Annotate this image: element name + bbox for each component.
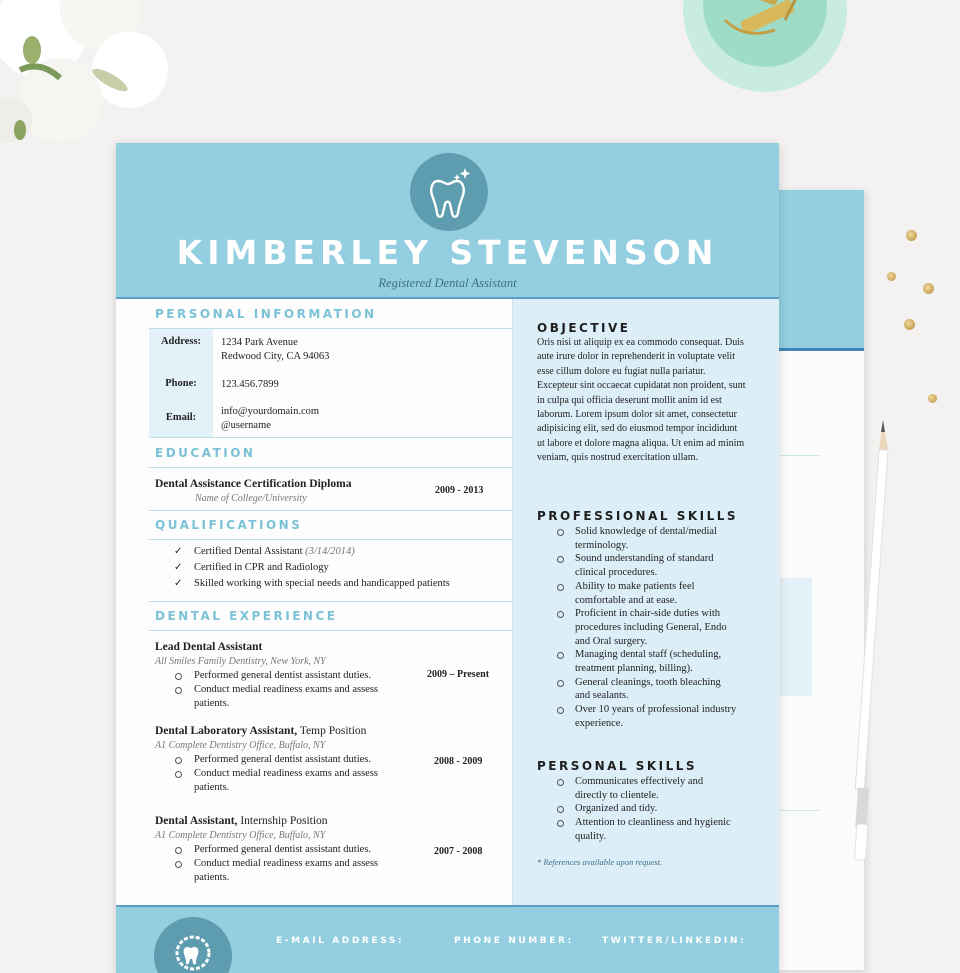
job-place: A1 Complete Dentistry Office, Buffalo, NY xyxy=(155,830,326,841)
personal-info-labels xyxy=(149,329,213,437)
list-item: Managing dental staff (scheduling, treatment planning, billing). xyxy=(537,648,737,675)
tooth-badge-icon xyxy=(154,917,232,973)
footer-social-label: TWITTER/LINKEDIN: xyxy=(602,936,747,946)
footer-phone-label: PHONE NUMBER: xyxy=(454,936,574,946)
list-item: Performed general dentist assistant duties. xyxy=(175,669,395,683)
circle-bullet-icon xyxy=(175,847,182,854)
job-duties xyxy=(175,753,395,795)
objective-heading: OBJECTIVE xyxy=(537,321,631,335)
job-years: 2008 - 2009 xyxy=(434,756,483,767)
list-item: Solid knowledge of dental/medial terminology. xyxy=(537,525,737,552)
tooth-sparkle-icon xyxy=(410,153,488,231)
circle-bullet-icon xyxy=(557,779,564,786)
circle-bullet-icon xyxy=(175,673,182,680)
email-value: info@yourdomain.com xyxy=(221,406,320,417)
logo-badge xyxy=(410,153,488,231)
job-place: A1 Complete Dentistry Office, Buffalo, NY xyxy=(155,740,326,751)
job-years: 2009 – Present xyxy=(427,669,490,680)
list-item: Proficient in chair-side duties with procedures including General, Endo and Oral surgery. xyxy=(537,607,737,648)
circle-bullet-icon xyxy=(557,806,564,813)
checkmark-icon: ✓ xyxy=(174,578,183,589)
circle-bullet-icon xyxy=(175,757,182,764)
list-item: ✓ Certified in CPR and Radiology xyxy=(174,560,450,576)
candidate-title: Registered Dental Assistant xyxy=(378,276,517,290)
pencil-decoration xyxy=(850,420,900,870)
professional-skills-list xyxy=(537,525,737,731)
references-note: * References available upon request. xyxy=(537,857,663,867)
list-item: Communicates effectively and directly to clientele. xyxy=(537,775,737,802)
education-years: 2009 - 2013 xyxy=(435,485,484,496)
circle-bullet-icon xyxy=(175,771,182,778)
list-item: Conduct medial readiness exams and assess patients. xyxy=(175,683,395,711)
circle-bullet-icon xyxy=(557,707,564,714)
phone-label: Phone: xyxy=(165,378,197,389)
circle-bullet-icon xyxy=(557,529,564,536)
checkmark-icon: ✓ xyxy=(174,562,183,573)
circle-bullet-icon xyxy=(557,820,564,827)
personal-skills-heading: PERSONAL SKILLS xyxy=(537,759,698,773)
circle-bullet-icon xyxy=(557,556,564,563)
circle-bullet-icon xyxy=(557,652,564,659)
address-line2: Redwood City, CA 94063 xyxy=(221,351,330,362)
list-item: Performed general dentist assistant duties. xyxy=(175,753,395,767)
paperclip-bowl-decoration xyxy=(680,0,850,100)
checkmark-icon: ✓ xyxy=(174,546,183,557)
professional-skills-heading: PROFESSIONAL SKILLS xyxy=(537,509,739,523)
list-item: Over 10 years of professional industry experience. xyxy=(537,703,737,730)
footer-logo-badge xyxy=(154,917,232,973)
objective-text: Oris nisi ut aliquip ex ea commodo consequat. Duis aute irure dolor in reprehenderit in voluptate velit esse cillum dolore eu fugiat nulla pariatur. Excepteur sint occaecat cupidatat non proident, sunt in culpa qui officia deserunt mollit anim id est laborum. Lorem ipsum dolor sit amet, consectetur adipisicing elit, sed do eiusmod tempor incididunt ut labore et dolore magna aliqua. Ut enim ad minim veniam, quis nostrud exercitation ullam. xyxy=(537,337,746,464)
address-label: Address: xyxy=(160,336,202,347)
candidate-name: KIMBERLEY STEVENSON xyxy=(176,233,719,272)
username-value: @username xyxy=(221,420,271,431)
experience-heading: DENTAL EXPERIENCE xyxy=(155,609,338,623)
job-title: Dental Laboratory Assistant, Temp Position xyxy=(155,725,367,737)
job-title: Lead Dental Assistant xyxy=(155,641,263,653)
list-item: Conduct medial readiness exams and assess patients. xyxy=(175,767,395,795)
list-item: Attention to cleanliness and hygienic quality. xyxy=(537,816,737,843)
qualifications-list xyxy=(174,544,450,592)
job-duties xyxy=(175,843,395,885)
list-item: ✓ Certified Dental Assistant (3/14/2014) xyxy=(174,544,450,560)
qualifications-heading: QUALIFICATIONS xyxy=(155,518,303,532)
list-item: Organized and tidy. xyxy=(537,802,737,816)
list-item: Conduct medial readiness exams and assess patients. xyxy=(175,857,395,885)
personal-info-heading: PERSONAL INFORMATION xyxy=(155,307,377,321)
list-item: ✓ Skilled working with special needs and handicapped patients xyxy=(174,576,450,592)
job-title: Dental Assistant, Internship Position xyxy=(155,815,328,827)
resume-footer xyxy=(116,905,779,973)
circle-bullet-icon xyxy=(557,611,564,618)
school-name: Name of College/University xyxy=(195,493,307,504)
circle-bullet-icon xyxy=(557,680,564,687)
job-duties xyxy=(175,669,395,711)
resume-header xyxy=(116,143,779,298)
list-item: Sound understanding of standard clinical procedures. xyxy=(537,552,737,579)
list-item: Ability to make patients feel comfortable and at ease. xyxy=(537,580,737,607)
footer-email-label: E-MAIL ADDRESS: xyxy=(276,936,405,946)
degree-title: Dental Assistance Certification Diploma xyxy=(155,478,352,490)
circle-bullet-icon xyxy=(175,861,182,868)
list-item: General cleanings, tooth bleaching and sealants. xyxy=(537,676,737,703)
circle-bullet-icon xyxy=(557,584,564,591)
email-label: Email: xyxy=(165,412,197,423)
list-item: Performed general dentist assistant duties. xyxy=(175,843,395,857)
job-place: All Smiles Family Dentistry, New York, NY xyxy=(155,656,326,667)
personal-skills-list xyxy=(537,775,737,844)
circle-bullet-icon xyxy=(175,687,182,694)
education-heading: EDUCATION xyxy=(155,446,256,460)
job-years: 2007 - 2008 xyxy=(434,846,483,857)
address-line1: 1234 Park Avenue xyxy=(221,337,298,348)
phone-value: 123.456.7899 xyxy=(221,379,279,390)
resume-page xyxy=(116,143,779,973)
